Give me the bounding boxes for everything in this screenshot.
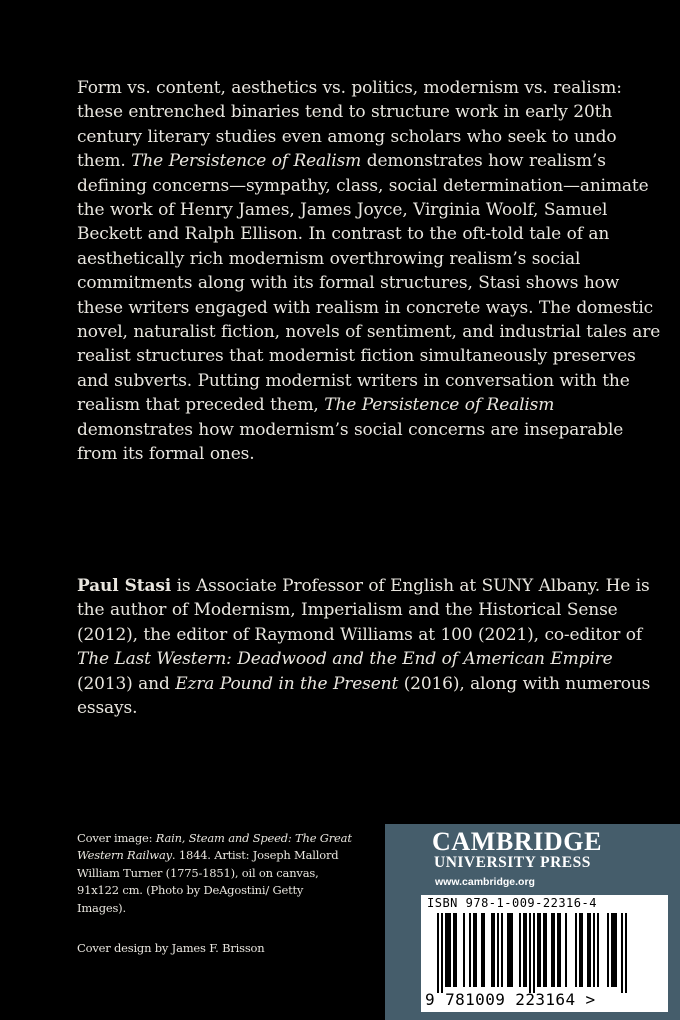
barcode-bar — [509, 913, 511, 987]
barcode-bar — [611, 913, 613, 987]
barcode-bar — [493, 913, 495, 987]
barcode-bar — [441, 913, 443, 993]
barcode-bar — [463, 913, 465, 987]
barcode-bar — [473, 913, 475, 987]
barcode-bar — [449, 913, 451, 987]
credit-text: . 1844. Artist: Joseph Mallord William Turner (1775-1851), oil on canvas, 91x122 cm. (Photo by DeAgostini/ Getty Images). — [77, 848, 339, 915]
barcode-bar — [525, 913, 527, 987]
barcode-bar — [589, 913, 591, 987]
barcode-bar — [553, 913, 555, 987]
publisher-logo: CAMBRIDGE — [432, 827, 603, 856]
bio-text: is Associate Professor of English at SUNY Albany. He is the author of Modernism, Imperialism and the Historical Sense (2012), the editor of Raymond Williams at 100 (2021), co-editor of — [77, 576, 650, 645]
publisher-panel — [385, 824, 680, 1020]
barcode-bar — [575, 913, 577, 987]
barcode-bar — [545, 913, 547, 987]
author-bio — [77, 574, 662, 720]
barcode-bar — [613, 913, 615, 987]
publisher-url: www.cambridge.org — [435, 876, 535, 888]
barcode-bar — [579, 913, 581, 987]
barcode-bar — [625, 913, 627, 993]
isbn-label: ISBN 978-1-009-22316-4 — [427, 896, 597, 910]
barcode-bar — [551, 913, 553, 987]
description-text: Form vs. content, aesthetics vs. politics, modernism vs. realism: these entrenched binaries tend to structure work in early 20th century literary studies even among scholars who seek to undo them. — [77, 78, 622, 172]
barcode-bar — [587, 913, 589, 987]
cover-image-credit — [77, 830, 352, 917]
barcode-bar — [447, 913, 449, 987]
barcode-bar — [469, 913, 471, 987]
barcode-bar — [519, 913, 521, 987]
barcode-bar — [621, 913, 623, 993]
barcode-bar — [507, 913, 509, 987]
book-title: Ezra Pound in the Present — [175, 673, 399, 694]
barcode-panel — [421, 895, 668, 1012]
barcode-bar — [539, 913, 541, 987]
barcode-bar — [523, 913, 525, 987]
barcode-bar — [501, 913, 503, 987]
barcode-bar — [475, 913, 477, 987]
barcode-bar — [597, 913, 599, 987]
description-text: demonstrates how modernism’s social concerns are inseparable from its formal ones. — [77, 419, 624, 465]
barcode-bar — [559, 913, 561, 987]
barcode-bar — [537, 913, 539, 987]
publisher-logo-subtitle: UNIVERSITY PRESS — [434, 854, 591, 871]
barcode-bar — [437, 913, 439, 993]
barcode-bar — [607, 913, 609, 987]
description-paragraph — [77, 76, 662, 467]
barcode-bar — [533, 913, 535, 993]
book-title: The Last Western: Deadwood and the End of American Empire — [77, 649, 613, 670]
barcode-bar — [557, 913, 559, 987]
book-title: The Persistence of Realism — [324, 395, 555, 416]
barcode-bar — [483, 913, 485, 987]
barcode-bar — [593, 913, 595, 987]
cover-design-credit: Cover design by James F. Brisson — [77, 941, 265, 955]
barcode-bar — [615, 913, 617, 987]
barcode — [427, 913, 632, 995]
barcode-bar — [455, 913, 457, 987]
barcode-bar — [453, 913, 455, 987]
bio-text: (2013) and — [77, 673, 176, 694]
isbn-digits: 9 781009 223164 > — [425, 990, 596, 1009]
description-text: demonstrates how realism’s defining concerns—sympathy, class, social determination—animate the work of Henry James, James Joyce, Virginia Woolf, Samuel Beckett and Ralph Ellison. In contrast to the oft-told tale of an aesthetically rich modernism overthrowing realism’s social commitments along with its formal structures, Stasi shows how these writers engaged with realism in concrete ways. The domestic novel, naturalist fiction, novels of sentiment, and industrial tales are realist structures that modernist fiction simultaneously preserves and subverts. Putting modernist writers in conversation with the realism that preceded them, — [77, 151, 661, 416]
barcode-bar — [511, 913, 513, 987]
barcode-bar — [581, 913, 583, 987]
book-title: The Persistence of Realism — [131, 151, 362, 172]
barcode-bar — [481, 913, 483, 987]
author-name: Paul Stasi — [77, 576, 172, 596]
barcode-bar — [543, 913, 545, 987]
barcode-bar — [445, 913, 447, 987]
bio-text: (2016), along with numerous essays. — [77, 673, 651, 719]
barcode-bar — [529, 913, 531, 993]
credit-text: Cover image: — [77, 831, 156, 845]
barcode-bar — [491, 913, 493, 987]
barcode-bar — [497, 913, 499, 987]
painting-title: Rain, Steam and Speed: The Great Western Railway — [77, 831, 352, 863]
barcode-bar — [565, 913, 567, 987]
